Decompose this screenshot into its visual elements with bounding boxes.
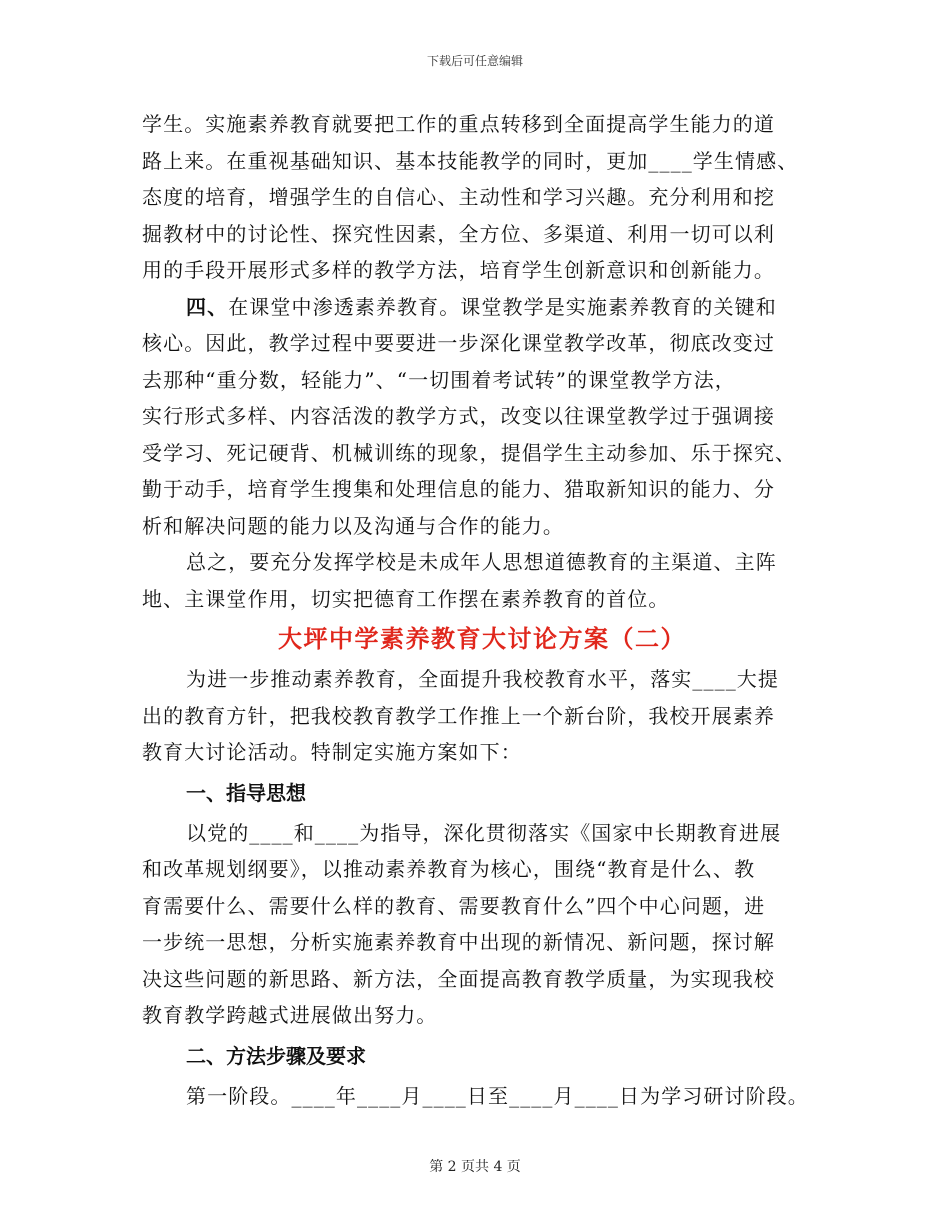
text-line: 核心。因此，教学过程中要要进一步深化课堂教学改革，彻底改变过 <box>142 331 775 355</box>
paragraph-lead-number: 四、 <box>186 294 229 319</box>
text-line <box>142 289 822 326</box>
text-line: 第一阶段。____年____月____日至____月____日为学习研讨阶段。 <box>186 1083 809 1108</box>
text-line: 去那种“重分数，轻能力”、“一切围着考试转”的课堂教学方法， <box>142 367 736 392</box>
page-header: 下载后可任意编辑 <box>426 54 523 68</box>
text-line: 学生。实施素养教育就要把工作的重点转移到全面提高学生能力的道 <box>142 112 775 136</box>
text-line: 实行形式多样、内容活泼的教学方式，改变以往课堂教学过于强调接 <box>142 404 775 428</box>
text-line: 育需要什么、需要什么样的教育、需要教育什么”四个中心问题，进 <box>142 893 766 918</box>
text-line: 以党的____和____为指导，深化贯彻落实《国家中长期教育进展 <box>186 820 782 845</box>
paragraph-guiding-ideology <box>142 815 822 1034</box>
section-heading-method-steps: 二、方法步骤及要求 <box>186 1043 366 1068</box>
paragraph-intro <box>142 661 822 771</box>
text-line: 用的手段开展形式多样的教学方法，培育学生创新意识和创新能力。 <box>142 258 775 282</box>
text-line: 出的教育方针，把我校教育教学工作推上一个新台阶，我校开展素养 <box>142 703 775 728</box>
text-line: 地、主课堂作用，切实把德育工作摆在素养教育的首位。 <box>142 586 670 611</box>
text-line: 教育大讨论活动。特制定实施方案如下： <box>142 740 522 764</box>
text-line: 受学习、死记硬背、机械训练的现象，提倡学生主动参加、乐于探究、 <box>142 440 797 465</box>
text-line: 总之，要充分发挥学校是未成年人思想道德教育的主渠道、主阵 <box>186 550 777 574</box>
text-line: 为进一步推动素养教育，全面提升我校教育水平，落实____大提 <box>186 667 779 691</box>
paragraph-continuation <box>142 106 822 289</box>
document-body <box>142 106 822 1114</box>
text-line: 态度的培育，增强学生的自信心、主动性和学习兴趣。充分利用和挖 <box>142 185 775 209</box>
document-title: 大坪中学素养教育大讨论方案（二） <box>278 624 686 653</box>
page-footer: 第 2 页共 4 页 <box>429 1159 521 1175</box>
text-line: 教育教学跨越式进展做出努力。 <box>142 1003 438 1027</box>
text-line: 勤于动手，培育学生搜集和处理信息的能力、猎取新知识的能力、分 <box>142 477 775 501</box>
text-line: 析和解决问题的能力以及沟通与合作的能力。 <box>142 513 564 538</box>
text-line: 一步统一思想，分析实施素养教育中出现的新情况、新问题，探讨解 <box>142 930 775 954</box>
text-line: 决这些问题的新思路、新方法，全面提高教育教学质量，为实现我校 <box>142 966 775 991</box>
paragraph-classroom-education <box>142 289 822 545</box>
paragraph-method-steps <box>142 1078 822 1115</box>
section-heading-guiding-ideology: 一、指导思想 <box>186 780 306 805</box>
text-line: 和改革规划纲要》，以推动素养教育为核心，围绕“教育是什么、教 <box>142 857 756 881</box>
paragraph-summary <box>142 544 822 617</box>
text-line: 掘教材中的讨论性、探究性因素，全方位、多渠道、利用一切可以利 <box>142 221 775 246</box>
text-span: 在课堂中渗透素养教育。课堂教学是实施素养教育的关键和 <box>228 294 777 319</box>
text-line: 路上来。在重视基础知识、基本技能教学的同时，更加____学生情感、 <box>142 148 799 173</box>
